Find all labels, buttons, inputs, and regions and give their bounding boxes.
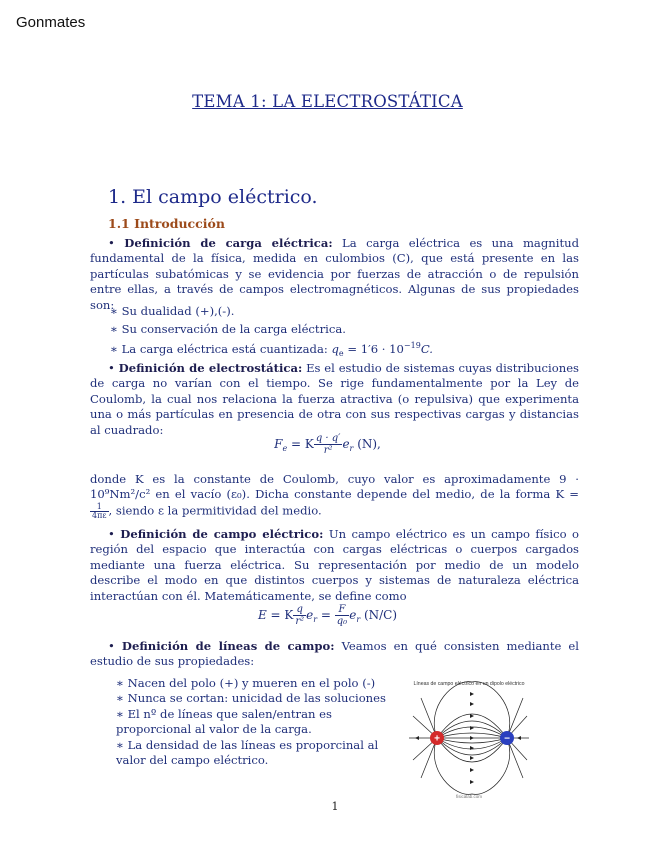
coulomb-equation: $F_e = K$ $\frac{q \cdot q'}{\text{r²}}$ $e_r$ (N), [274,433,381,456]
bullet-icon: • [108,527,121,541]
field-equation: E = K $\frac{q}{\text{r²}}$ $e_r$ = $\frac{F}{\text{q₀}}$ $e_r$ (N/C) [257,604,398,627]
dipole-field-figure [405,676,533,800]
field-definition-lead: Definición de campo eléctrico: [120,527,324,541]
asterisk-icon: ∗ [116,706,128,721]
charge-definition-lead: Definición de carga eléctrica: [124,236,333,250]
subsection-heading: 1.1 Introducción [108,216,225,231]
field-lines-text: Veamos en qué consisten mediante el estudio de sus propiedades: [90,639,580,669]
charge-property-item: ∗ Su dualidad (+),(-). [110,304,235,318]
asterisk-icon: ∗ [116,737,128,752]
field-definition-paragraph [90,527,579,604]
field-lines-properties [116,676,396,768]
document-title: TEMA 1: LA ELECTROSTÁTICA [192,92,463,111]
asterisk-icon: ∗ [110,342,122,356]
list-item: ∗ Nacen del polo (+) y mueren en el polo (-) [116,676,376,690]
page-number: 1 [331,800,339,813]
svg-text:−: − [504,733,510,745]
charge-definition-paragraph [90,236,579,313]
coulomb-fraction: $\frac{q \cdot q'}{\text{r²}}$ [315,433,341,456]
field-lines-paragraph [90,639,579,670]
figure-credit: fisicalab.com [455,794,483,799]
permittivity-fraction: $\frac{1}{4\pi\varepsilon}$ [92,501,107,520]
coulomb-constant-paragraph: donde K es la constante de Coulomb, cuyo valor es aproximadamente 9 · 10⁹Nm²/c² en el vacío (ε₀). Dicha constante depende del medio, de la forma K = $\frac{1}{4\pi\varepsilon}$ , siendo ε la permitividad del medio. [90,472,579,520]
electrostatics-text: Es el estudio de sistemas cuyas distribuciones de carga no varían con el tiempo. Se rige fundamentalmente por la Ley de Coulomb, la cual nos relaciona la fuerza atractiva (o repulsiva) que experimenta una o más partículas en presencia de otra con sus respectivas cargas y distancias al cuadrado: [90,361,580,437]
header-brand: Gonmates [16,14,86,31]
list-item: ∗ El nº de líneas que salen/entran es proporcional al valor de la carga. [116,706,332,737]
asterisk-icon: ∗ [110,304,122,318]
electrostatics-lead: Definición de electrostática: [118,361,303,375]
bullet-icon: • [108,639,122,653]
bullet-icon: • [108,236,125,250]
svg-text:+: + [434,733,440,745]
dipole-field-diagram [405,676,533,800]
field-definition-text: Un campo eléctrico es un campo físico o región del espacio que interactúa con cargas eléctricas o cuerpos cargados mediante una fuerza eléctrica. Su representación por medio de un modelo describe el modo en que distintos cuerpos y sistemas de naturaleza eléctrica interactúan con él. Matemáticamente, se define como [90,527,579,603]
section-heading: 1. El campo eléctrico. [108,186,318,208]
asterisk-icon: ∗ [116,691,128,706]
asterisk-icon: ∗ [110,322,122,336]
list-item: ∗ Nunca se cortan: unicidad de las soluciones [116,691,386,706]
electrostatics-paragraph [90,361,579,438]
asterisk-icon: ∗ [116,676,128,690]
list-item: ∗ La densidad de las líneas es proporcinal al valor del campo eléctrico. [116,737,379,768]
figure-caption: Líneas de campo eléctrico en un dipolo eléctrico [413,681,525,687]
bullet-icon: • [108,361,119,375]
field-lines-lead: Definición de líneas de campo: [121,639,335,653]
charge-definition-text: La carga eléctrica es una magnitud fundamental de la física, medida en culombios (C), que está presente en las partículas subatómicas y se evidencia por fuerzas de atracción o de repulsión entre ellas, a través de campos electromagnéticos. Algunas de sus propiedades son: [90,236,579,312]
charge-property-item: ∗ Su conservación de la carga eléctrica. [110,322,346,336]
charge-property-item: ∗ La carga eléctrica está cuantizada: $q_e = 1'6 \cdot 10^{-19}C$. [110,341,433,358]
